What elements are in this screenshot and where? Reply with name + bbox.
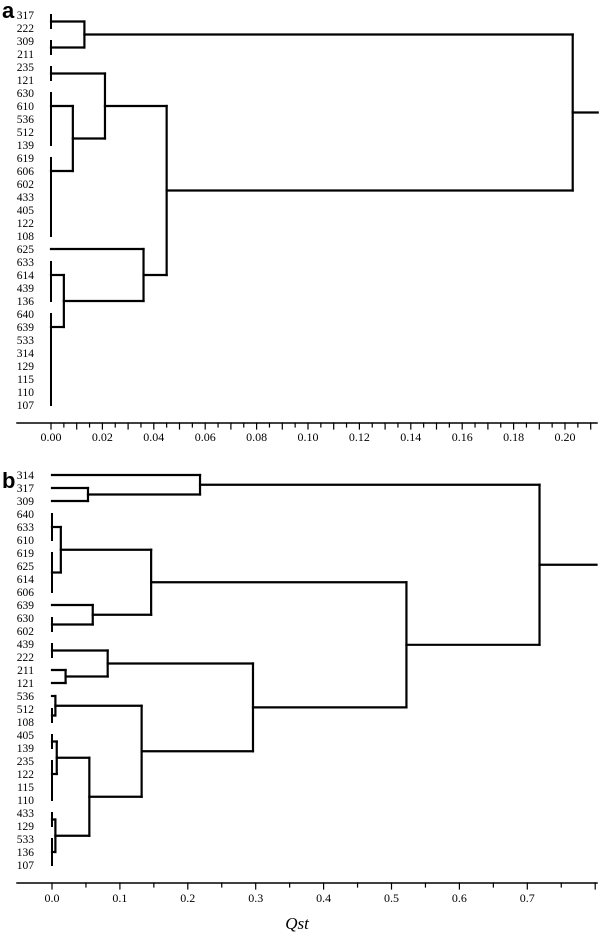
leaf-label: 614: [16, 574, 34, 586]
leaf-label: 309: [16, 36, 34, 48]
leaf-label: 633: [16, 522, 34, 534]
leaf-label: 211: [17, 665, 34, 677]
leaf-label: 640: [16, 509, 34, 521]
leaf-label: 129: [16, 821, 34, 833]
leaf-label: 625: [16, 244, 34, 256]
panel-a-dendrogram: [2, 0, 598, 444]
leaf-label: 639: [16, 600, 34, 612]
leaf-label: 433: [16, 808, 34, 820]
leaf-label: 309: [16, 496, 34, 508]
leaf-label: 314: [16, 470, 34, 482]
leaf-label: 610: [16, 535, 34, 547]
leaf-label: 512: [16, 127, 34, 139]
leaf-label: 115: [17, 374, 34, 386]
x-tick-label: 0.14: [400, 430, 422, 444]
leaf-label: 433: [16, 192, 34, 204]
leaf-label: 639: [16, 322, 34, 334]
x-tick-label: 0.0: [44, 891, 60, 905]
x-tick-label: 0.20: [554, 430, 576, 444]
leaf-label: 439: [16, 283, 34, 295]
x-tick-label: 0.08: [246, 430, 268, 444]
x-tick-label: 0.6: [451, 891, 467, 905]
leaf-label: 235: [16, 756, 34, 768]
leaf-label: 533: [16, 335, 34, 347]
x-axis-title: Qst: [285, 914, 309, 933]
leaf-label: 314: [16, 348, 34, 360]
x-tick-label: 0.02: [91, 430, 113, 444]
panel-b-dendrogram: [2, 468, 597, 933]
leaf-label: 512: [16, 704, 34, 716]
x-tick-label: 0.16: [451, 430, 473, 444]
leaf-label: 129: [16, 361, 34, 373]
leaf-label: 536: [16, 691, 34, 703]
leaf-label: 602: [16, 626, 34, 638]
leaf-label: 222: [16, 23, 34, 35]
x-tick-label: 0.18: [503, 430, 525, 444]
leaf-label: 606: [16, 587, 34, 599]
leaf-label: 533: [16, 834, 34, 846]
x-tick-label: 0.2: [180, 891, 196, 905]
leaf-label: 630: [16, 88, 34, 100]
leaf-label: 536: [16, 114, 34, 126]
x-tick-label: 0.04: [143, 430, 165, 444]
leaf-label: 122: [16, 218, 34, 230]
leaf-label: 136: [16, 296, 34, 308]
leaf-label: 439: [16, 639, 34, 651]
panel-letter: b: [2, 468, 16, 493]
leaf-label: 614: [16, 270, 34, 282]
leaf-label: 211: [17, 49, 34, 61]
leaf-label: 107: [16, 400, 34, 412]
leaf-label: 122: [16, 769, 34, 781]
x-tick-label: 0.1: [112, 891, 128, 905]
x-tick-label: 0.7: [519, 891, 535, 905]
x-tick-label: 0.10: [297, 430, 319, 444]
leaf-label: 108: [16, 231, 34, 243]
leaf-label: 136: [16, 847, 34, 859]
leaf-label: 625: [16, 561, 34, 573]
leaf-label: 235: [16, 62, 34, 74]
leaf-label: 317: [16, 483, 34, 495]
leaf-label: 633: [16, 257, 34, 269]
leaf-label: 619: [16, 548, 34, 560]
leaf-label: 222: [16, 652, 34, 664]
leaf-label: 640: [16, 309, 34, 321]
leaf-label: 602: [16, 179, 34, 191]
x-tick-label: 0.12: [348, 430, 370, 444]
leaf-label: 317: [16, 10, 34, 22]
leaf-label: 405: [16, 205, 34, 217]
x-tick-label: 0.5: [384, 891, 399, 905]
x-tick-label: 0.4: [316, 891, 332, 905]
leaf-label: 110: [17, 387, 34, 399]
x-tick-label: 0.06: [194, 430, 216, 444]
leaf-label: 108: [16, 717, 34, 729]
leaf-label: 110: [17, 795, 34, 807]
x-tick-label: 0.3: [248, 891, 264, 905]
leaf-label: 121: [16, 678, 34, 690]
leaf-label: 139: [16, 743, 34, 755]
leaf-label: 405: [16, 730, 34, 742]
leaf-label: 606: [16, 166, 34, 178]
x-tick-label: 0.00: [40, 430, 62, 444]
leaf-label: 630: [16, 613, 34, 625]
panel-letter: a: [2, 0, 15, 23]
leaf-label: 121: [16, 75, 34, 87]
leaf-label: 610: [16, 101, 34, 113]
leaf-label: 139: [16, 140, 34, 152]
leaf-label: 115: [17, 782, 34, 794]
leaf-label: 107: [16, 860, 34, 872]
leaf-label: 619: [16, 153, 34, 165]
